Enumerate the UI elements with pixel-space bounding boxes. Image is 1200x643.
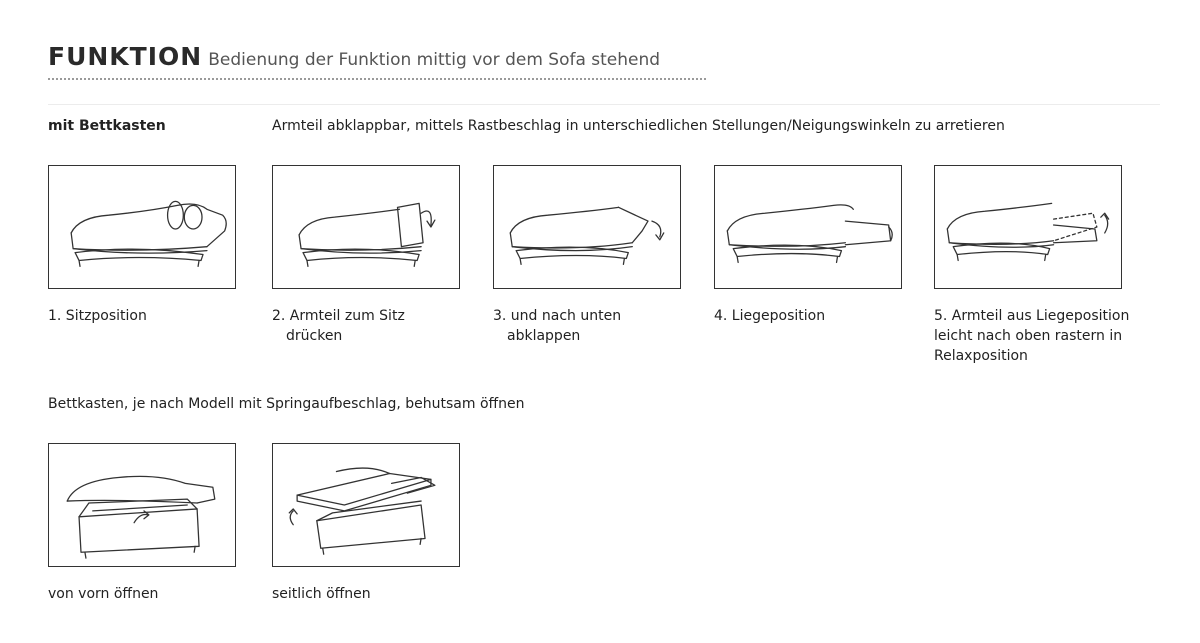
step-3-line2: abklappen (507, 328, 581, 344)
step-5-line2: leicht nach oben rastern in (934, 328, 1123, 344)
step-2-line2: drücken (286, 328, 343, 344)
step-2-caption (272, 306, 502, 346)
step-4-illustration (714, 165, 902, 289)
step-5-caption (934, 306, 1174, 366)
step-3-illustration (493, 165, 681, 289)
sofa-arm-press-icon (273, 166, 459, 288)
bed-box-front-open-icon (49, 444, 235, 566)
sofa-sitting-icon (49, 166, 235, 288)
intro-description: Armteil abklappbar, mittels Rastbeschlag in unterschiedlichen Stellungen/Neigungswinkeln zu arretieren (272, 118, 1005, 134)
page-subtitle: Bedienung der Funktion mittig vor dem Sofa stehend (208, 50, 661, 70)
intro-label: mit Bettkasten (48, 118, 166, 134)
page-header (48, 42, 708, 71)
step-1-caption (48, 306, 278, 326)
step-4-line1: 4. Liegeposition (714, 308, 826, 324)
bettkasten-side-caption: seitlich öffnen (272, 586, 371, 602)
page-title: FUNKTION (48, 42, 203, 71)
step-3-line1: 3. und nach unten (493, 308, 622, 324)
dotted-divider (48, 78, 706, 80)
step-1-illustration (48, 165, 236, 289)
bettkasten-side-illustration (272, 443, 460, 567)
step-3-caption (493, 306, 723, 346)
section-divider (48, 104, 1160, 105)
sofa-relax-icon (935, 166, 1121, 288)
sofa-arm-fold-down-icon (494, 166, 680, 288)
sofa-lying-icon (715, 166, 901, 288)
step-2-line1: 2. Armteil zum Sitz (272, 308, 405, 324)
step-4-caption (714, 306, 944, 326)
step-5-line3: Relaxposition (934, 348, 1028, 364)
step-5-illustration (934, 165, 1122, 289)
step-5-line1: 5. Armteil aus Liegeposition (934, 308, 1130, 324)
bettkasten-front-illustration (48, 443, 236, 567)
bettkasten-heading: Bettkasten, je nach Modell mit Springaufbeschlag, behutsam öffnen (48, 396, 525, 412)
step-2-illustration (272, 165, 460, 289)
step-1-line1: 1. Sitzposition (48, 308, 147, 324)
bed-box-side-open-icon (273, 444, 459, 566)
bettkasten-front-caption: von vorn öffnen (48, 586, 159, 602)
